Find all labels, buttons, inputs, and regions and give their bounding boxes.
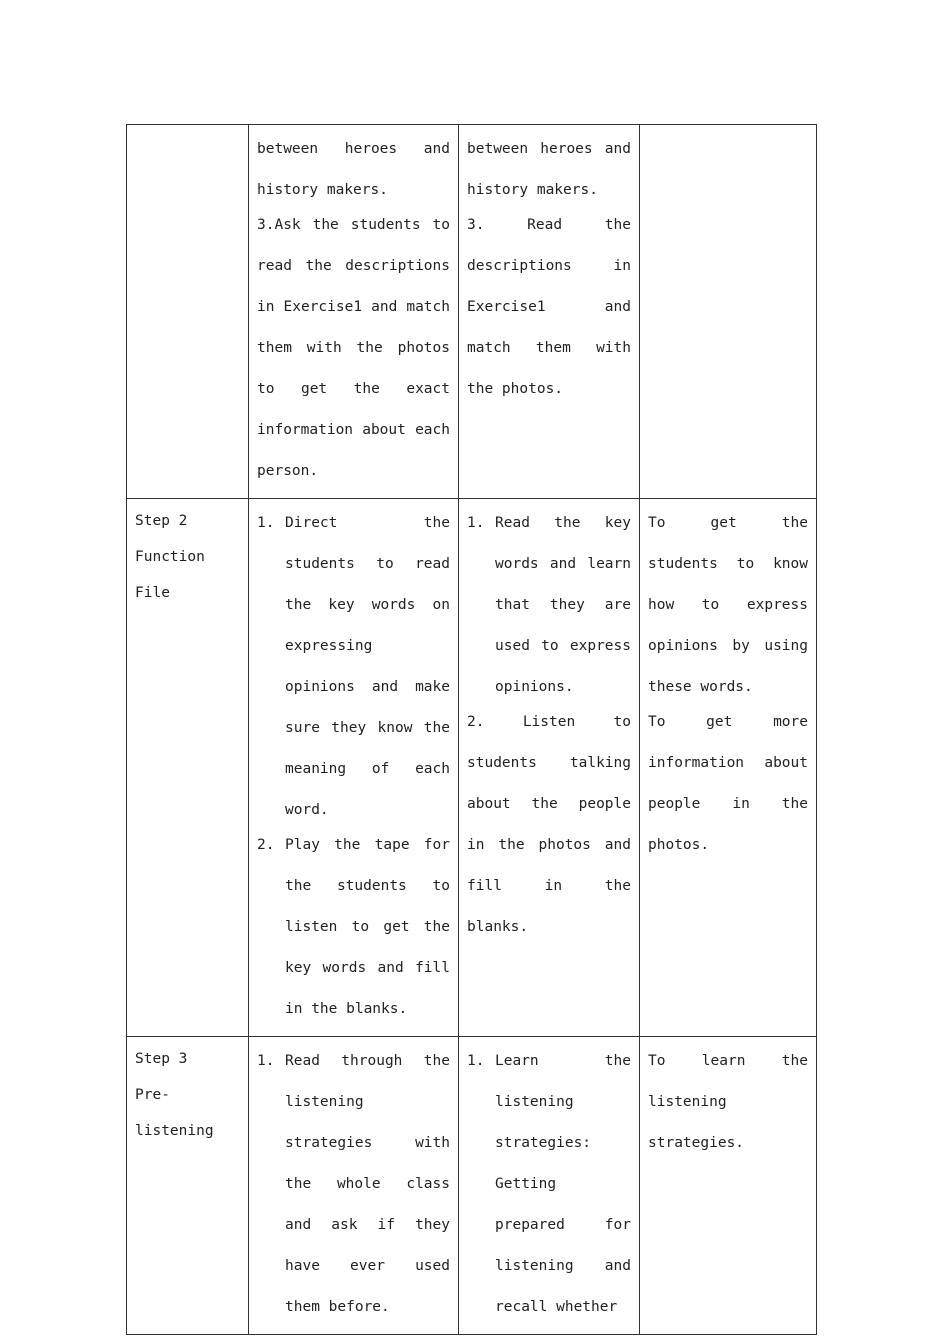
teacher-activity-text: between heroes and history makers. <box>257 141 450 198</box>
list-item-text: Direct the students to read the key words on expressing opinions and make sure they know the meaning of each word. <box>285 515 450 818</box>
list-item-number: 1. <box>467 1053 485 1069</box>
table-row <box>127 1037 817 1335</box>
purpose-cell <box>640 125 817 499</box>
teacher-activity-cell <box>249 125 459 499</box>
lesson-plan-table <box>126 124 817 1335</box>
list-item <box>257 1041 450 1328</box>
purpose-cell <box>640 499 817 1037</box>
list-item <box>257 825 450 1030</box>
student-activity-cell <box>459 125 640 499</box>
list-item-number: 1. <box>257 1053 275 1069</box>
teacher-activity-cell <box>249 1037 459 1335</box>
list-item <box>257 503 450 831</box>
step-label: Pre- <box>135 1087 170 1103</box>
purpose-text: To get the students to know how to express opinions by using these words. <box>648 515 808 695</box>
list-item-text: Learn the listening strategies: Getting prepared for listening and recall whether <box>495 1053 631 1315</box>
list-item-number: 2. <box>467 714 485 730</box>
step-label: File <box>135 585 170 601</box>
student-activity-cell <box>459 1037 640 1335</box>
student-activity-text: between heroes and history makers. <box>467 141 631 198</box>
purpose-cell <box>640 1037 817 1335</box>
list-item-text: Play the tape for the students to listen to get the key words and fill in the blanks. <box>285 837 450 1017</box>
teacher-activity-cell <box>249 499 459 1037</box>
list-item-text: Listen to students talking about the people in the photos and fill in the blanks. <box>467 714 631 935</box>
teacher-activity-text: 3.Ask the students to read the descriptions in Exercise1 and match them with the photos to get the exact information about each person. <box>257 217 450 479</box>
list-item-number: 1. <box>257 515 275 531</box>
list-item <box>467 503 631 708</box>
step-label: Step 3 <box>135 1051 188 1067</box>
student-activity-cell <box>459 499 640 1037</box>
list-item-text: Read the key words and learn that they are used to express opinions. <box>495 515 631 695</box>
step-cell <box>127 125 249 499</box>
purpose-text: To get more information about people in the photos. <box>648 714 808 853</box>
list-item-text: Read through the listening strategies with the whole class and ask if they have ever used them before. <box>285 1053 450 1315</box>
list-item <box>467 1041 631 1328</box>
list-item <box>467 702 631 948</box>
step-label: Step 2 <box>135 513 188 529</box>
table-row <box>127 499 817 1037</box>
student-activity-text: 3. Read the descriptions in Exercise1 and match them with the photos. <box>467 217 631 397</box>
step-cell <box>127 499 249 1037</box>
purpose-text: To learn the listening strategies. <box>648 1053 808 1151</box>
step-label: listening <box>135 1123 214 1139</box>
list-item-number: 2. <box>257 837 275 853</box>
step-cell <box>127 1037 249 1335</box>
table-row <box>127 125 817 499</box>
list-item-number: 1. <box>467 515 485 531</box>
step-label: Function <box>135 549 205 565</box>
